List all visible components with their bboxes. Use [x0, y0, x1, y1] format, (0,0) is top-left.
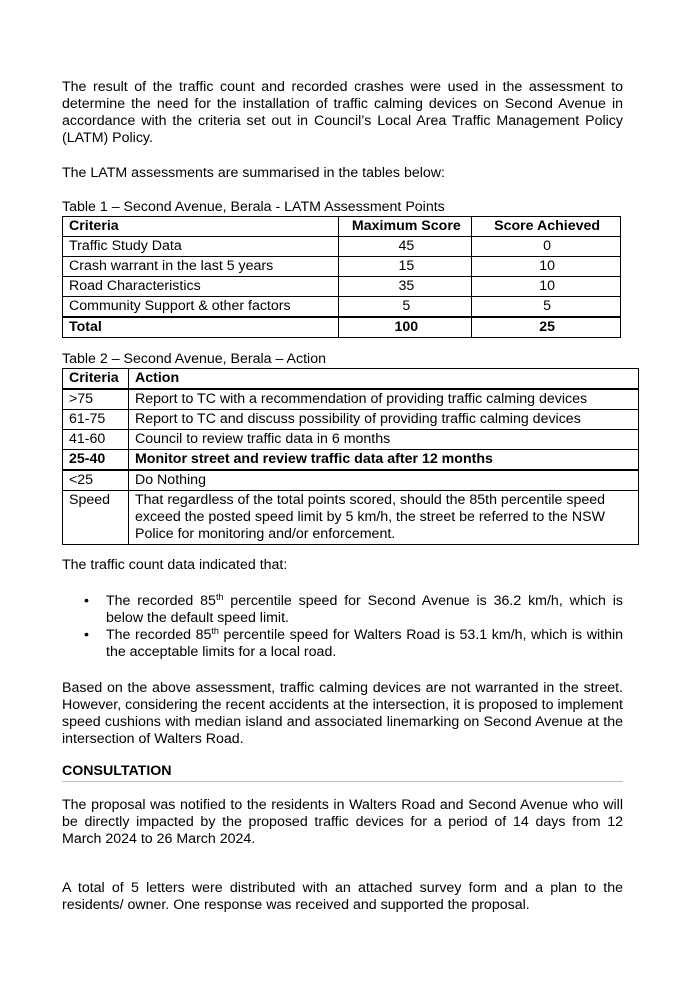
- table-row: [63, 257, 621, 277]
- letters-paragraph: A total of 5 letters were distributed with an attached survey form and a plan to the residents/ owner. One response was received and supported the proposal.: [62, 880, 623, 913]
- table1-cell: 35: [339, 277, 472, 297]
- table1-cell: Road Characteristics: [63, 277, 339, 297]
- table1-cell: Crash warrant in the last 5 years: [63, 257, 339, 277]
- table2-highlight-row: [63, 450, 639, 471]
- table1-total-label: Total: [63, 317, 339, 338]
- bullet-icon: •: [84, 593, 89, 609]
- table2-cell: Report to TC and discuss possibility of providing traffic calming devices: [128, 410, 638, 430]
- bullet-icon: •: [84, 627, 89, 643]
- table2-cell: <25: [63, 470, 129, 491]
- assessment-paragraph: Based on the above assessment, traffic calming devices are not warranted in the street. However, considering the recent accidents at the intersection, it is proposed to implement speed cushions with median island and associated linemarking on Second Avenue at the intersection of Walters Road.: [62, 680, 623, 747]
- intro-paragraph: The result of the traffic count and recorded crashes were used in the assessment to determine the need for the installation of traffic calming devices on Second Avenue in accordance with the criteria set out in Council’s Local Area Traffic Management Policy (LATM) Policy.: [62, 79, 623, 146]
- table1-header-max-score: Maximum Score: [339, 217, 472, 237]
- table2-cell: Do Nothing: [128, 470, 638, 491]
- table2-cell: Monitor street and review traffic data after 12 months: [128, 450, 638, 471]
- table1-cell: 0: [472, 237, 621, 257]
- table1-cell: 10: [472, 277, 621, 297]
- table2-cell: 25-40: [63, 450, 129, 471]
- list-item: • The recorded 85th percentile speed for Second Avenue is 36.2 km/h, which is below the default speed limit.: [84, 592, 623, 626]
- table1-header-row: [63, 217, 621, 237]
- consultation-paragraph: The proposal was notified to the residents in Walters Road and Second Avenue who will be directly impacted by the proposed traffic devices for a period of 14 days from 12 March 2024 to 26 March 2024.: [62, 797, 623, 847]
- table2-header-action: Action: [128, 369, 638, 390]
- table2-cell: Council to review traffic data in 6 months: [128, 430, 638, 450]
- table1-cell: 10: [472, 257, 621, 277]
- table-row: [63, 297, 621, 318]
- table1-total-achieved: 25: [472, 317, 621, 338]
- table-row: [63, 410, 639, 430]
- table2-header-row: [63, 369, 639, 390]
- table2-caption: Table 2 – Second Avenue, Berala – Action: [62, 351, 326, 367]
- table2-header-criteria: Criteria: [63, 369, 129, 390]
- table-row: [63, 237, 621, 257]
- table-row: [63, 430, 639, 450]
- table1-cell: 15: [339, 257, 472, 277]
- table1-total-row: [63, 317, 621, 338]
- table2-action: [62, 368, 639, 545]
- table1-header-score-achieved: Score Achieved: [472, 217, 621, 237]
- table1-caption: Table 1 – Second Avenue, Berala - LATM Assessment Points: [62, 199, 445, 215]
- table2-cell: 61-75: [63, 410, 129, 430]
- table1-header-criteria: Criteria: [63, 217, 339, 237]
- summary-sentence: The LATM assessments are summarised in the tables below:: [62, 165, 445, 181]
- speed-bullet-list: [62, 593, 623, 661]
- table2-block: [62, 351, 640, 545]
- table1-cell: 45: [339, 237, 472, 257]
- table1-assessment-points: [62, 216, 621, 338]
- table1-cell: Community Support & other factors: [63, 297, 339, 318]
- table1-cell: 5: [472, 297, 621, 318]
- table1-cell: Traffic Study Data: [63, 237, 339, 257]
- table2-cell: Speed: [63, 491, 129, 545]
- table-row: [63, 277, 621, 297]
- traffic-count-intro: The traffic count data indicated that:: [62, 557, 288, 573]
- table2-cell: >75: [63, 389, 129, 410]
- table-row: [63, 389, 639, 410]
- table-row: [63, 491, 639, 545]
- table2-cell: Report to TC with a recommendation of providing traffic calming devices: [128, 389, 638, 410]
- table1-total-max: 100: [339, 317, 472, 338]
- list-item: • The recorded 85th percentile speed for Walters Road is 53.1 km/h, which is within the acceptable limits for a local road.: [84, 626, 623, 660]
- table1-cell: 5: [339, 297, 472, 318]
- table2-cell: 41-60: [63, 430, 129, 450]
- consultation-heading: CONSULTATION: [62, 763, 623, 782]
- table2-cell: That regardless of the total points scored, should the 85th percentile speed exceed the posted speed limit by 5 km/h, the street be referred to the NSW Police for monitoring and/or enforcement.: [128, 491, 638, 545]
- table1-block: [62, 199, 623, 338]
- table-row: [63, 470, 639, 491]
